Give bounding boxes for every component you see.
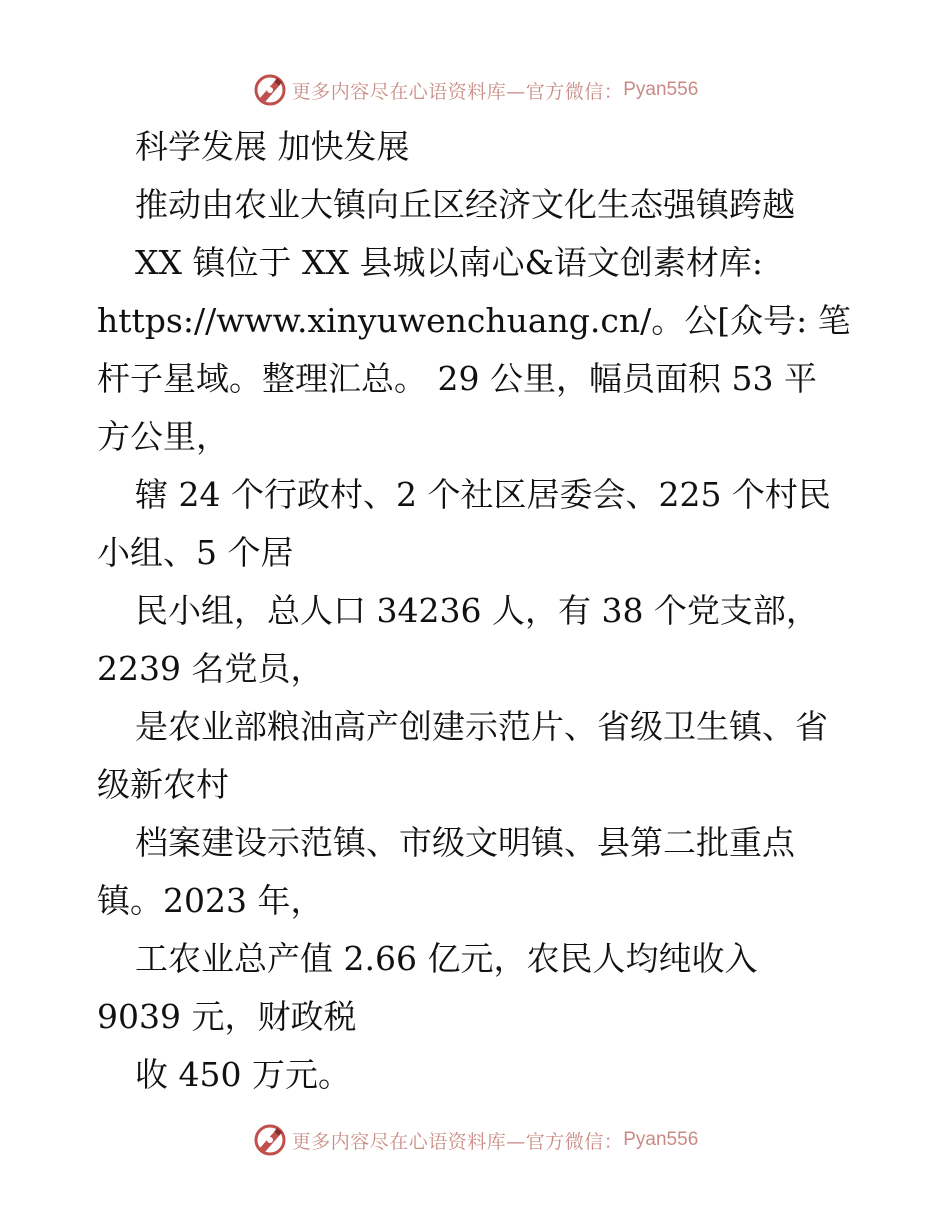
doc-line: 民小组，总人口 34236 人，有 38 个党支部， bbox=[135, 591, 819, 630]
footer-brand-text: 更多内容尽在心语资料库—官方微信： bbox=[291, 1130, 624, 1153]
pen-circle-logo-icon bbox=[252, 72, 288, 108]
doc-line: 级新农村 bbox=[97, 765, 229, 804]
doc-line: 科学发展 加快发展 bbox=[135, 127, 410, 166]
doc-line: 杆子星域。整理汇总。 29 公里，幅员面积 53 平 bbox=[97, 359, 817, 398]
pen-circle-logo-icon bbox=[252, 1122, 288, 1158]
document-body bbox=[97, 118, 857, 1104]
doc-line: 9039 元，财政税 bbox=[97, 997, 357, 1036]
doc-line: XX 镇位于 XX 县城以南心&语文创素材库: bbox=[135, 243, 763, 282]
header-brand-text: 更多内容尽在心语资料库—官方微信： bbox=[291, 80, 624, 103]
doc-line: 2239 名党员， bbox=[97, 649, 324, 688]
doc-line: 是农业部粮油高产创建示范片、省级卫生镇、省 bbox=[135, 707, 828, 746]
doc-line: 推动由农业大镇向丘区经济文化生态强镇跨越 bbox=[135, 185, 795, 224]
doc-line: 小组、5 个居 bbox=[97, 533, 294, 572]
footer-banner bbox=[0, 1120, 950, 1160]
doc-line: 方公里， bbox=[97, 417, 229, 456]
header-wechat-id: Pyan556 bbox=[623, 79, 699, 100]
doc-line: 镇。2023 年， bbox=[97, 881, 324, 920]
doc-line: 档案建设示范镇、市级文明镇、县第二批重点 bbox=[135, 823, 795, 862]
doc-line: https://www.xinyuwenchuang.cn/。公[众号: 笔 bbox=[97, 301, 851, 340]
footer-wechat-id: Pyan556 bbox=[623, 1129, 699, 1150]
header-banner bbox=[0, 70, 950, 110]
doc-line: 工农业总产值 2.66 亿元，农民人均纯收入 bbox=[135, 939, 758, 978]
doc-line: 收 450 万元。 bbox=[135, 1055, 351, 1094]
doc-line: 辖 24 个行政村、2 个社区居委会、225 个村民 bbox=[135, 475, 831, 514]
